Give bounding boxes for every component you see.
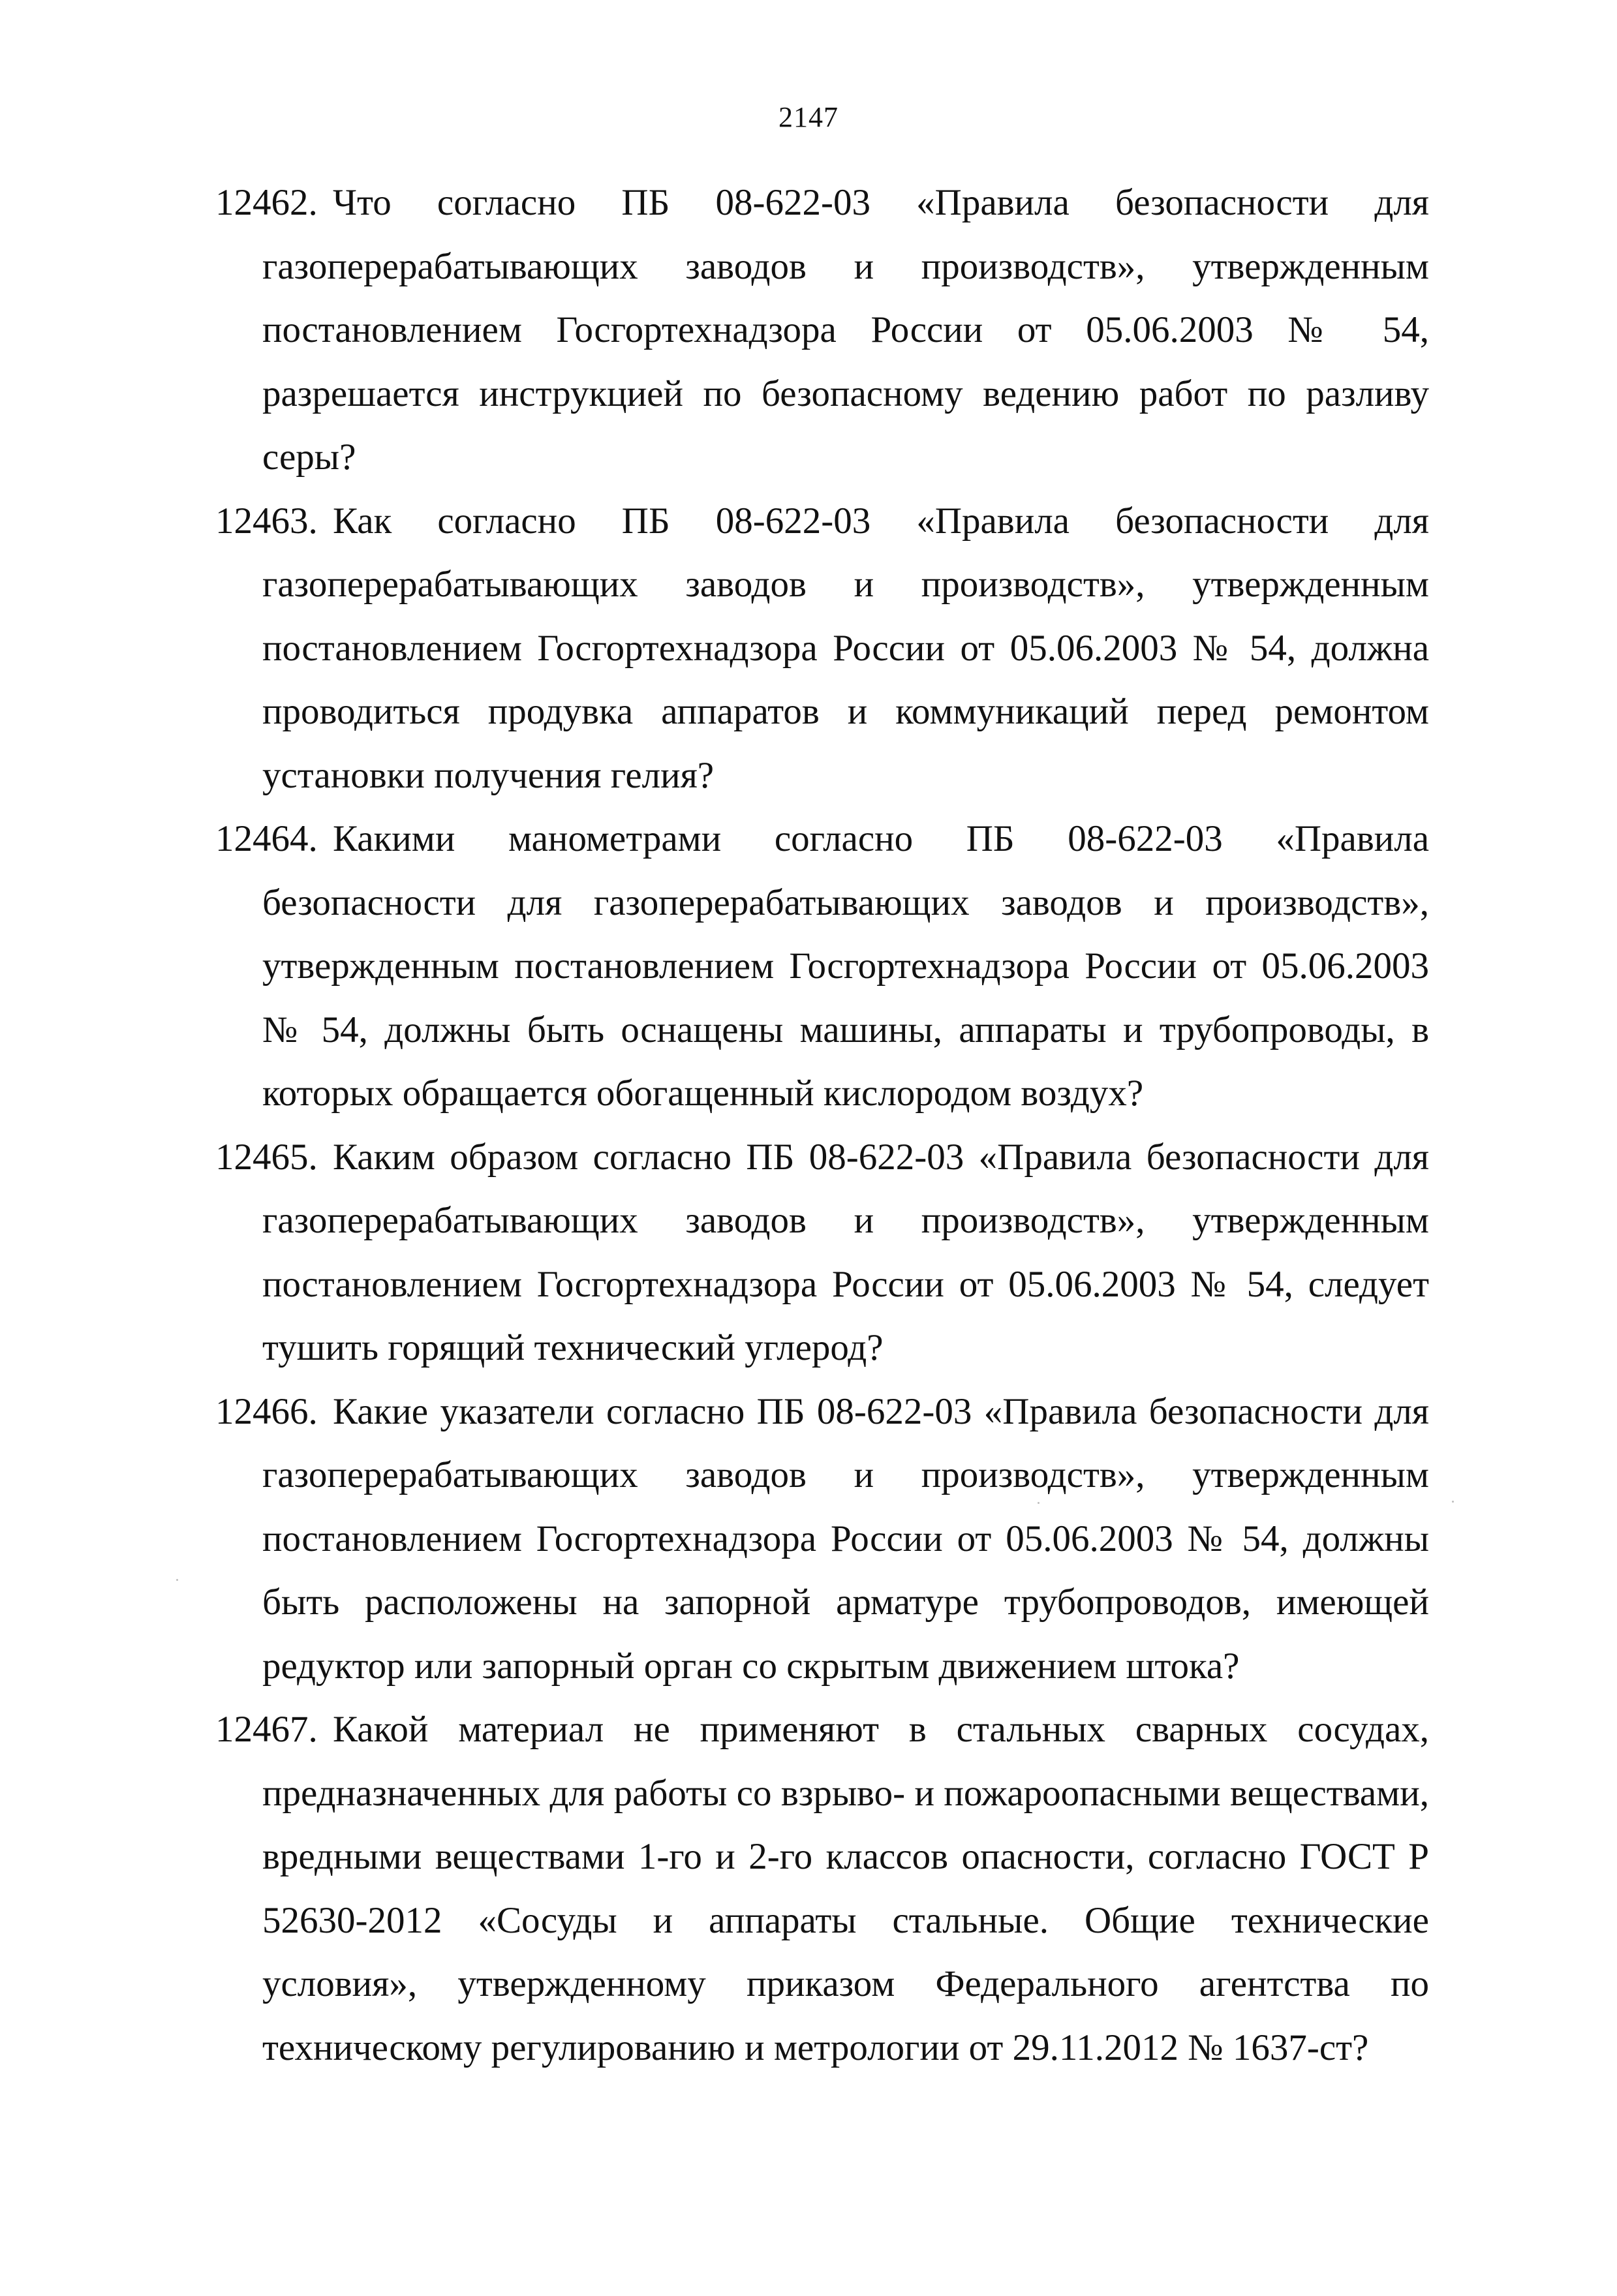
question-text: Какие указатели согласно ПБ 08-622-03 «Правила безопасности для газоперерабатывающих заводов и производств», утвержденным постановлением Госгортехнадзора России от 05.06.2003 № 54, должны быть расположены на запорной арматуре трубопроводов, имеющей редуктор или запорный орган со скрытым движением штока? [262, 1390, 1429, 1687]
question-number: 12463. [215, 500, 318, 542]
question-list [215, 171, 1429, 2079]
page-number: 2147 [778, 101, 839, 133]
question-item [215, 1380, 1429, 1698]
question-number: 12465. [215, 1136, 318, 1178]
question-item [215, 1698, 1429, 2079]
question-text: Как согласно ПБ 08-622-03 «Правила безопасности для газоперерабатывающих заводов и производств», утвержденным постановлением Госгортехнадзора России от 05.06.2003 № 54, должна проводиться продувка аппаратов и коммуникаций перед ремонтом установки получения гелия? [262, 500, 1429, 796]
question-number: 12466. [215, 1390, 318, 1432]
question-number: 12462. [215, 182, 318, 223]
question-text: Какой материал не применяют в стальных сварных сосудах, предназначенных для работы со взрыво- и пожароопасными веществами, вредными веществами 1-го и 2-го классов опасности, согласно ГОСТ Р 52630-2012 «Сосуды и аппараты стальные. Общие технические условия», утвержденному приказом Федерального агентства по техническому регулированию и метрологии от 29.11.2012 № 1637-ст? [262, 1709, 1429, 2068]
scan-speck [1038, 1502, 1040, 1504]
question-text: Что согласно ПБ 08-622-03 «Правила безопасности для газоперерабатывающих заводов и производств», утвержденным постановлением Госгортехнадзора России от 05.06.2003 № 54, разрешается инструкцией по безопасному ведению работ по разливу серы? [262, 182, 1429, 478]
question-text: Каким образом согласно ПБ 08-622-03 «Правила безопасности для газоперерабатывающих заводов и производств», утвержденным постановлением Госгортехнадзора России от 05.06.2003 № 54, следует тушить горящий технический углерод? [262, 1136, 1429, 1368]
scan-speck [1452, 1501, 1454, 1503]
question-item [215, 807, 1429, 1125]
question-number: 12464. [215, 818, 318, 859]
scan-speck [176, 1579, 178, 1581]
question-item [215, 1125, 1429, 1380]
question-text: Какими манометрами согласно ПБ 08-622-03 «Правила безопасности для газоперерабатывающих заводов и производств», утвержденным постановлением Госгортехнадзора России от 05.06.2003 № 54, должны быть оснащены машины, аппараты и трубопроводы, в которых обращается обогащенный кислородом воздух? [262, 818, 1429, 1114]
question-item [215, 489, 1429, 808]
question-item [215, 171, 1429, 489]
question-number: 12467. [215, 1709, 318, 1750]
